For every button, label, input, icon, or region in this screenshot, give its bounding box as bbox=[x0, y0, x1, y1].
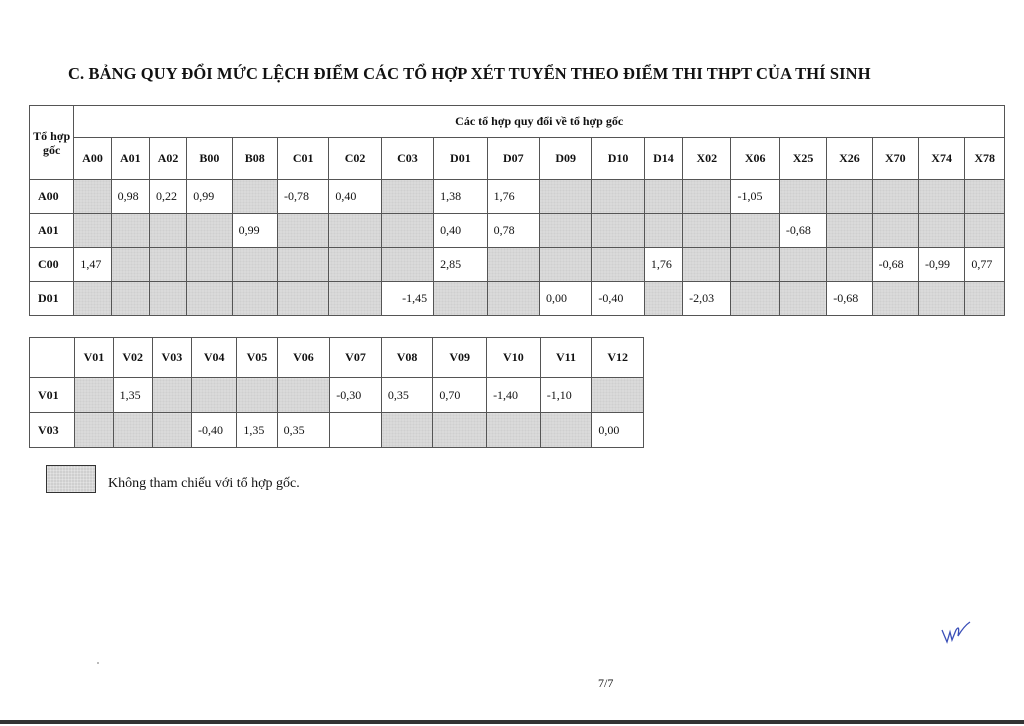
not-referenced-cell bbox=[644, 180, 682, 214]
value-cell: 1,35 bbox=[237, 413, 277, 448]
table1-col-header: C03 bbox=[381, 138, 433, 180]
conversion-table-main bbox=[29, 105, 1005, 316]
table1-col-header: A02 bbox=[149, 138, 186, 180]
value-cell: -0,68 bbox=[779, 214, 826, 248]
not-referenced-cell bbox=[683, 214, 731, 248]
not-referenced-cell bbox=[149, 248, 186, 282]
not-referenced-cell bbox=[872, 214, 918, 248]
not-referenced-cell bbox=[965, 180, 1005, 214]
not-referenced-cell bbox=[779, 180, 826, 214]
not-referenced-cell bbox=[779, 282, 826, 316]
table1-col-header: C01 bbox=[277, 138, 328, 180]
not-referenced-cell bbox=[232, 282, 277, 316]
not-referenced-cell bbox=[965, 282, 1005, 316]
legend bbox=[46, 465, 300, 493]
table1-col-header: X70 bbox=[872, 138, 918, 180]
value-cell bbox=[330, 413, 382, 448]
value-cell: 0,99 bbox=[232, 214, 277, 248]
not-referenced-cell bbox=[731, 214, 779, 248]
not-referenced-cell bbox=[965, 214, 1005, 248]
not-referenced-cell bbox=[683, 248, 731, 282]
not-referenced-cell bbox=[237, 378, 277, 413]
value-cell: 0,99 bbox=[187, 180, 232, 214]
value-cell: 0,98 bbox=[111, 180, 149, 214]
value-cell: 2,85 bbox=[434, 248, 487, 282]
row-label: V01 bbox=[30, 378, 75, 413]
value-cell: 0,70 bbox=[433, 378, 487, 413]
not-referenced-cell bbox=[872, 282, 918, 316]
value-cell: 0,35 bbox=[381, 378, 433, 413]
not-referenced-cell bbox=[540, 214, 592, 248]
value-cell: -1,05 bbox=[731, 180, 779, 214]
not-referenced-cell bbox=[918, 214, 964, 248]
not-referenced-cell bbox=[74, 180, 111, 214]
not-referenced-cell bbox=[152, 378, 191, 413]
not-referenced-cell bbox=[329, 248, 381, 282]
table2-col-header: V10 bbox=[487, 338, 541, 378]
row-label: D01 bbox=[30, 282, 74, 316]
value-cell: 1,47 bbox=[74, 248, 111, 282]
value-cell: 0,22 bbox=[149, 180, 186, 214]
table1-col-header: D14 bbox=[644, 138, 682, 180]
bottom-rule bbox=[0, 720, 1024, 724]
value-cell: -0,40 bbox=[592, 282, 644, 316]
not-referenced-cell bbox=[75, 378, 113, 413]
table2-col-header: V09 bbox=[433, 338, 487, 378]
not-referenced-cell bbox=[187, 282, 232, 316]
value-cell: 0,00 bbox=[540, 282, 592, 316]
row-label: A01 bbox=[30, 214, 74, 248]
value-cell: 0,35 bbox=[277, 413, 330, 448]
not-referenced-cell bbox=[827, 248, 872, 282]
not-referenced-cell bbox=[434, 282, 487, 316]
page-number: 7/7 bbox=[598, 676, 614, 690]
not-referenced-cell bbox=[74, 282, 111, 316]
legend-text: Không tham chiếu với tổ hợp gốc. bbox=[108, 476, 300, 491]
table-row bbox=[30, 413, 644, 448]
table1-col-header: D01 bbox=[434, 138, 487, 180]
not-referenced-cell bbox=[187, 248, 232, 282]
not-referenced-cell bbox=[592, 214, 644, 248]
not-referenced-cell bbox=[329, 214, 381, 248]
value-cell: 1,76 bbox=[644, 248, 682, 282]
table2-col-header: V03 bbox=[152, 338, 191, 378]
not-referenced-cell bbox=[918, 180, 964, 214]
table-row bbox=[30, 180, 1005, 214]
row-label: C00 bbox=[30, 248, 74, 282]
not-referenced-cell bbox=[487, 282, 539, 316]
scan-speck bbox=[97, 662, 99, 664]
page-title: C. BẢNG QUY ĐỔI MỨC LỆCH ĐIỂM CÁC TỔ HỢP XÉT TUYỂN THEO ĐIỂM THI THPT CỦA THÍ SINH bbox=[68, 64, 871, 83]
table1-col-header: X25 bbox=[779, 138, 826, 180]
table1-col-header: B08 bbox=[232, 138, 277, 180]
table2-col-header: V06 bbox=[277, 338, 330, 378]
value-cell: 0,40 bbox=[434, 214, 487, 248]
not-referenced-cell bbox=[381, 180, 433, 214]
table2-col-header: V04 bbox=[191, 338, 236, 378]
not-referenced-cell bbox=[592, 248, 644, 282]
value-cell: -0,68 bbox=[872, 248, 918, 282]
table1-col-header: B00 bbox=[187, 138, 232, 180]
not-referenced-cell bbox=[540, 180, 592, 214]
value-cell: -0,30 bbox=[330, 378, 382, 413]
not-referenced-cell bbox=[381, 214, 433, 248]
table1-col-header: X78 bbox=[965, 138, 1005, 180]
value-cell: 1,35 bbox=[113, 378, 152, 413]
not-referenced-cell bbox=[683, 180, 731, 214]
not-referenced-cell bbox=[731, 282, 779, 316]
table1-col-header: D10 bbox=[592, 138, 644, 180]
corner-label: Tổ hợp gốc bbox=[30, 106, 74, 180]
table2-col-header: V05 bbox=[237, 338, 277, 378]
not-referenced-cell bbox=[75, 413, 113, 448]
not-referenced-cell bbox=[149, 214, 186, 248]
conversion-table-v bbox=[29, 337, 644, 448]
not-referenced-cell bbox=[731, 248, 779, 282]
not-referenced-cell bbox=[540, 248, 592, 282]
not-referenced-cell bbox=[113, 413, 152, 448]
not-referenced-cell bbox=[381, 413, 433, 448]
table1-col-header: X74 bbox=[918, 138, 964, 180]
corner-empty bbox=[30, 338, 75, 378]
value-cell: -1,45 bbox=[381, 282, 433, 316]
table2-col-header: V02 bbox=[113, 338, 152, 378]
not-referenced-cell bbox=[277, 378, 330, 413]
table2-col-header: V08 bbox=[381, 338, 433, 378]
value-cell: 0,40 bbox=[329, 180, 381, 214]
table1-col-header: A01 bbox=[111, 138, 149, 180]
not-referenced-cell bbox=[487, 248, 539, 282]
value-cell: 0,78 bbox=[487, 214, 539, 248]
not-referenced-cell bbox=[149, 282, 186, 316]
value-cell: -1,40 bbox=[487, 378, 541, 413]
table-row bbox=[30, 282, 1005, 316]
not-referenced-cell bbox=[232, 180, 277, 214]
value-cell: -2,03 bbox=[683, 282, 731, 316]
not-referenced-cell bbox=[187, 214, 232, 248]
not-referenced-cell bbox=[277, 282, 328, 316]
value-cell: 0,00 bbox=[592, 413, 644, 448]
not-referenced-cell bbox=[152, 413, 191, 448]
not-referenced-cell bbox=[540, 413, 592, 448]
not-referenced-cell bbox=[487, 413, 541, 448]
value-cell: -0,40 bbox=[191, 413, 236, 448]
table2-col-header: V07 bbox=[330, 338, 382, 378]
not-referenced-cell bbox=[827, 180, 872, 214]
not-referenced-cell bbox=[191, 378, 236, 413]
not-referenced-cell bbox=[111, 214, 149, 248]
table1-col-header: X06 bbox=[731, 138, 779, 180]
value-cell: -1,10 bbox=[540, 378, 592, 413]
table-row bbox=[30, 378, 644, 413]
value-cell: -0,68 bbox=[827, 282, 872, 316]
not-referenced-cell bbox=[277, 214, 328, 248]
table2-col-header: V12 bbox=[592, 338, 644, 378]
value-cell: 0,77 bbox=[965, 248, 1005, 282]
group-header: Các tổ hợp quy đổi về tổ hợp gốc bbox=[74, 106, 1005, 138]
row-label: A00 bbox=[30, 180, 74, 214]
not-referenced-cell bbox=[433, 413, 487, 448]
not-referenced-cell bbox=[111, 282, 149, 316]
not-referenced-cell bbox=[918, 282, 964, 316]
table1-col-header: D09 bbox=[540, 138, 592, 180]
not-referenced-cell bbox=[644, 282, 682, 316]
not-referenced-cell bbox=[779, 248, 826, 282]
not-referenced-cell bbox=[827, 214, 872, 248]
table1-col-header: C02 bbox=[329, 138, 381, 180]
not-referenced-cell bbox=[74, 214, 111, 248]
table2-col-header: V11 bbox=[540, 338, 592, 378]
table-row bbox=[30, 214, 1005, 248]
not-referenced-cell bbox=[592, 378, 644, 413]
row-label: V03 bbox=[30, 413, 75, 448]
not-referenced-cell bbox=[592, 180, 644, 214]
table1-col-header: D07 bbox=[487, 138, 539, 180]
not-referenced-cell bbox=[277, 248, 328, 282]
value-cell: 1,38 bbox=[434, 180, 487, 214]
not-referenced-cell bbox=[111, 248, 149, 282]
not-referenced-cell bbox=[872, 180, 918, 214]
table1-col-header: A00 bbox=[74, 138, 111, 180]
value-cell: -0,99 bbox=[918, 248, 964, 282]
not-referenced-cell bbox=[644, 214, 682, 248]
value-cell: 1,76 bbox=[487, 180, 539, 214]
not-referenced-cell bbox=[232, 248, 277, 282]
value-cell: -0,78 bbox=[277, 180, 328, 214]
not-referenced-cell bbox=[329, 282, 381, 316]
table-row bbox=[30, 248, 1005, 282]
legend-swatch bbox=[46, 465, 96, 493]
table1-col-header: X26 bbox=[827, 138, 872, 180]
table1-col-header: X02 bbox=[683, 138, 731, 180]
signature-icon bbox=[938, 620, 974, 650]
table2-col-header: V01 bbox=[75, 338, 113, 378]
not-referenced-cell bbox=[381, 248, 433, 282]
